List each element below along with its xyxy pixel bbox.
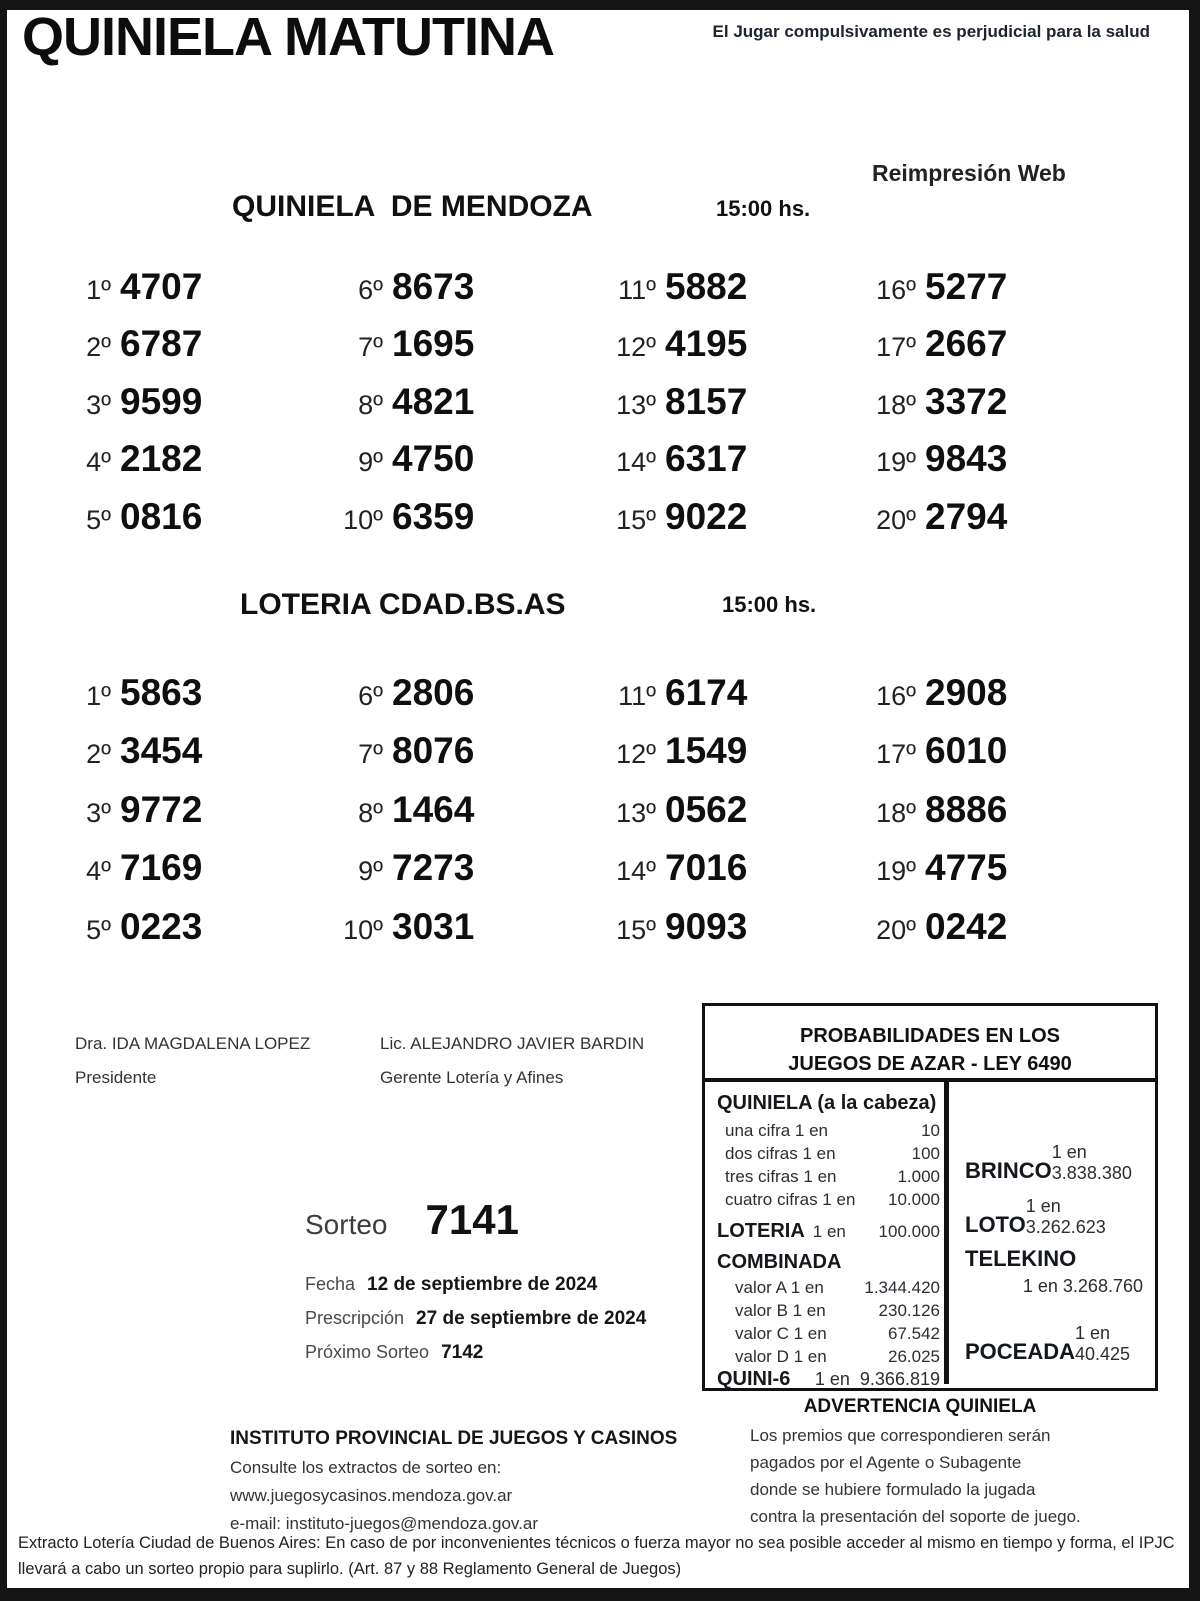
sorteo-label: Sorteo <box>305 1209 388 1240</box>
advertencia-text <box>750 1422 1081 1530</box>
result-position: 2º <box>86 739 111 770</box>
proximo-sorteo-value: 7142 <box>441 1342 484 1363</box>
instituto-website: www.juegosycasinos.mendoza.gov.ar <box>230 1486 513 1505</box>
result-number: 6174 <box>665 672 748 713</box>
result-position: 13º <box>616 797 656 828</box>
prob-row <box>717 1142 940 1165</box>
result-cell <box>860 381 1110 438</box>
combinada-header: COMBINADA <box>717 1251 842 1273</box>
result-cell <box>327 847 600 905</box>
result-cell <box>600 381 860 438</box>
prob-value: 10.000 <box>888 1190 940 1209</box>
result-number: 3372 <box>925 380 1008 422</box>
result-cell <box>600 266 860 323</box>
result-position: 12º <box>616 332 656 363</box>
result-position: 3º <box>86 797 111 828</box>
result-cell <box>55 789 327 847</box>
bsas-time: 15:00 hs. <box>722 592 817 617</box>
mendoza-time: 15:00 hs. <box>716 196 811 221</box>
result-number: 1464 <box>392 788 475 830</box>
result-cell <box>600 323 860 380</box>
result-number: 4821 <box>392 380 475 422</box>
result-position: 6º <box>358 681 383 711</box>
result-cell <box>55 496 327 553</box>
prescripcion-label: Prescripción <box>305 1308 405 1328</box>
result-position: 6º <box>358 275 383 305</box>
result-position: 16º <box>876 681 916 711</box>
loteria-row <box>717 1220 940 1243</box>
prob-row <box>727 1345 940 1368</box>
prob-label: dos cifras 1 en <box>725 1144 836 1163</box>
poceada-row <box>965 1323 1143 1365</box>
prob-label: cuatro cifras 1 en <box>725 1190 856 1209</box>
result-cell <box>860 323 1110 380</box>
result-cell <box>55 847 327 905</box>
advertencia-line: donde se hubiere formulado la jugada <box>750 1480 1036 1499</box>
result-cell <box>327 730 600 788</box>
mendoza-title: QUINIELA DE MENDOZA <box>232 190 593 223</box>
prob-value: 1.000 <box>897 1167 940 1186</box>
result-number: 2908 <box>925 672 1008 713</box>
result-position: 5º <box>86 504 111 535</box>
prescripcion-value: 27 de septiembre de 2024 <box>416 1308 647 1329</box>
result-position: 20º <box>876 504 916 535</box>
page-title: QUINIELA MATUTINA <box>22 7 554 67</box>
probabilities-title-line2: JUEGOS DE AZAR - LEY 6490 <box>788 1053 1072 1075</box>
result-number: 6359 <box>392 495 475 537</box>
quini6-row <box>717 1368 940 1391</box>
result-position: 10º <box>343 504 383 535</box>
result-position: 17º <box>876 739 916 770</box>
result-number: 1695 <box>392 323 475 365</box>
result-cell <box>860 906 1110 964</box>
result-position: 17º <box>876 332 916 363</box>
result-number: 3031 <box>392 905 475 947</box>
prob-value: 10 <box>921 1121 940 1140</box>
result-position: 19º <box>876 447 916 478</box>
loteria-mid: 1 en <box>812 1222 846 1241</box>
result-number: 0242 <box>925 905 1008 947</box>
quini6-value: 1 en 9.366.819 <box>814 1369 940 1389</box>
result-position: 4º <box>86 447 111 478</box>
result-number: 9843 <box>925 438 1008 480</box>
result-cell <box>55 266 327 323</box>
probabilities-body <box>705 1082 1155 1390</box>
result-number: 4775 <box>925 847 1008 889</box>
result-number: 9772 <box>120 788 203 830</box>
health-warning: El Jugar compulsivamente es perjudicial para la salud <box>712 22 1150 41</box>
result-cell <box>327 381 600 438</box>
sorteo-row <box>305 1196 519 1244</box>
result-number: 8157 <box>665 380 748 422</box>
signature-president-role: Presidente <box>75 1068 157 1087</box>
probabilities-box <box>702 1003 1158 1391</box>
prob-value: 26.025 <box>888 1347 940 1366</box>
loto-label: LOTO <box>965 1212 1026 1237</box>
result-number: 5882 <box>665 266 748 307</box>
result-cell <box>327 789 600 847</box>
result-number: 7169 <box>120 847 203 889</box>
result-position: 2º <box>86 332 111 363</box>
result-number: 4707 <box>120 266 203 307</box>
result-position: 16º <box>876 275 916 305</box>
result-number: 0562 <box>665 788 748 830</box>
result-number: 2667 <box>925 323 1008 365</box>
result-number: 7273 <box>392 847 475 889</box>
result-number: 1549 <box>665 730 748 772</box>
result-number: 6787 <box>120 323 203 365</box>
prob-label: tres cifras 1 en <box>725 1167 837 1186</box>
result-position: 11º <box>618 275 656 305</box>
reprint-label: Reimpresión Web <box>872 160 1066 186</box>
result-position: 15º <box>616 914 656 945</box>
result-number: 9022 <box>665 495 748 537</box>
result-position: 8º <box>358 797 383 828</box>
result-cell <box>55 906 327 964</box>
prob-label: valor A 1 en <box>735 1278 824 1297</box>
result-number: 8076 <box>392 730 475 772</box>
prob-value: 230.126 <box>878 1301 940 1320</box>
result-cell <box>327 672 600 730</box>
fecha-label: Fecha <box>305 1274 356 1294</box>
result-number: 4750 <box>392 438 475 480</box>
fecha-value: 12 de septiembre de 2024 <box>367 1274 598 1295</box>
result-number: 9599 <box>120 380 203 422</box>
result-cell <box>600 730 860 788</box>
result-number: 2806 <box>392 672 475 713</box>
result-position: 1º <box>86 681 111 711</box>
loto-row <box>965 1196 1143 1238</box>
prob-row <box>717 1188 940 1211</box>
instituto-email: e-mail: instituto-juegos@mendoza.gov.ar <box>230 1514 538 1533</box>
quiniela-header: QUINIELA (a la cabeza) <box>717 1092 937 1114</box>
signature-president-name: Dra. IDA MAGDALENA LOPEZ <box>75 1034 311 1053</box>
result-number: 0816 <box>120 495 203 537</box>
advertencia-line: pagados por el Agente o Subagente <box>750 1453 1022 1472</box>
probabilities-right-column <box>949 1082 1155 1384</box>
result-position: 19º <box>876 856 916 887</box>
prob-label: valor B 1 en <box>735 1301 826 1320</box>
result-position: 14º <box>616 856 656 887</box>
result-number: 4195 <box>665 323 748 365</box>
result-cell <box>600 496 860 553</box>
prob-value: 67.542 <box>888 1324 940 1343</box>
loteria-label: LOTERIA <box>717 1220 805 1242</box>
prob-row <box>717 1165 940 1188</box>
result-position: 18º <box>876 797 916 828</box>
telekino-odds: 1 en 3.268.760 <box>1022 1276 1143 1296</box>
prob-row <box>717 1119 940 1142</box>
result-cell <box>860 438 1110 495</box>
result-cell <box>860 496 1110 553</box>
result-number: 6317 <box>665 438 748 480</box>
result-position: 5º <box>86 914 111 945</box>
result-number: 5863 <box>120 672 203 713</box>
instituto-consulte-line: Consulte los extractos de sorteo en: <box>230 1458 502 1477</box>
telekino-row <box>965 1246 1143 1297</box>
prob-row <box>727 1276 940 1299</box>
result-cell <box>860 266 1110 323</box>
brinco-odds: 1 en 3.838.380 <box>1051 1142 1132 1183</box>
result-position: 3º <box>86 389 111 420</box>
loto-odds: 1 en 3.262.623 <box>1025 1196 1106 1237</box>
fecha-line <box>305 1274 597 1296</box>
result-cell <box>55 730 327 788</box>
instituto-block <box>230 1428 677 1534</box>
result-position: 9º <box>358 447 383 478</box>
result-position: 12º <box>616 739 656 770</box>
result-number: 8886 <box>925 788 1008 830</box>
result-cell <box>327 438 600 495</box>
result-cell <box>600 906 860 964</box>
result-number: 3454 <box>120 730 203 772</box>
poceada-odds: 1 en 40.425 <box>1075 1323 1131 1364</box>
result-cell <box>55 672 327 730</box>
result-position: 18º <box>876 389 916 420</box>
result-number: 8673 <box>392 266 475 307</box>
result-cell <box>600 438 860 495</box>
result-cell <box>55 323 327 380</box>
result-number: 2794 <box>925 495 1008 537</box>
prob-row <box>727 1299 940 1322</box>
result-position: 7º <box>358 739 383 770</box>
result-cell <box>600 847 860 905</box>
prescripcion-line <box>305 1308 646 1330</box>
result-cell <box>860 730 1110 788</box>
bsas-results-grid <box>55 672 1115 964</box>
prob-row <box>727 1322 940 1345</box>
result-cell <box>55 438 327 495</box>
result-cell <box>327 323 600 380</box>
result-cell <box>55 381 327 438</box>
result-position: 14º <box>616 447 656 478</box>
sorteo-number: 7141 <box>425 1196 519 1243</box>
instituto-name: INSTITUTO PROVINCIAL DE JUEGOS Y CASINOS <box>230 1428 678 1449</box>
prob-label: valor C 1 en <box>735 1324 827 1343</box>
result-cell <box>600 672 860 730</box>
quini6-label: QUINI-6 <box>717 1368 791 1390</box>
prob-value: 1.344.420 <box>864 1278 940 1297</box>
brinco-label: BRINCO <box>965 1158 1052 1183</box>
result-number: 5277 <box>925 266 1008 307</box>
proximo-sorteo-line <box>305 1342 483 1364</box>
probabilities-title <box>705 1006 1155 1082</box>
poceada-label: POCEADA <box>965 1339 1076 1364</box>
result-number: 2182 <box>120 438 203 480</box>
signature-manager-role: Gerente Lotería y Afines <box>380 1068 564 1087</box>
result-position: 10º <box>343 914 383 945</box>
combinada-rows <box>717 1276 940 1368</box>
result-position: 8º <box>358 389 383 420</box>
result-cell <box>860 847 1110 905</box>
prob-label: valor D 1 en <box>735 1347 827 1366</box>
result-position: 15º <box>616 504 656 535</box>
signature-manager-name: Lic. ALEJANDRO JAVIER BARDIN <box>380 1034 645 1053</box>
result-position: 4º <box>86 856 111 887</box>
prob-value: 100 <box>911 1144 940 1163</box>
proximo-sorteo-label: Próximo Sorteo <box>305 1342 430 1362</box>
probabilities-title-line1: PROBABILIDADES EN LOS <box>799 1025 1061 1047</box>
probabilities-left-column <box>705 1082 949 1390</box>
result-cell <box>327 496 600 553</box>
result-cell <box>327 266 600 323</box>
advertencia-line: Los premios que correspondieren serán <box>750 1426 1051 1445</box>
mendoza-results-grid <box>55 266 1115 553</box>
result-number: 9093 <box>665 905 748 947</box>
result-cell <box>860 789 1110 847</box>
advertencia-line: contra la presentación del soporte de juego. <box>750 1507 1081 1526</box>
footer-disclaimer: Extracto Lotería Ciudad de Buenos Aires: En caso de por inconvenientes técnicos o fuerza mayor no sea posible acceder al mismo en tiempo y forma, el IPJC llevará a cabo un sorteo propio para suplirlo. (Art. 87 y 88 Reglamento General de Juegos) <box>18 1534 1175 1578</box>
result-number: 6010 <box>925 730 1008 772</box>
result-position: 20º <box>876 914 916 945</box>
result-cell <box>860 672 1110 730</box>
loteria-value: 100.000 <box>878 1222 940 1241</box>
brinco-row <box>965 1142 1143 1184</box>
result-position: 13º <box>616 389 656 420</box>
result-position: 9º <box>358 856 383 887</box>
result-position: 1º <box>86 275 111 305</box>
result-position: 7º <box>358 332 383 363</box>
bsas-title: LOTERIA CDAD.BS.AS <box>240 588 566 621</box>
result-position: 11º <box>618 681 656 711</box>
telekino-label: TELEKINO <box>965 1246 1077 1271</box>
advertencia-title: ADVERTENCIA QUINIELA <box>803 1396 1037 1417</box>
result-number: 7016 <box>665 847 748 889</box>
result-cell <box>327 906 600 964</box>
result-cell <box>600 789 860 847</box>
prob-label: una cifra 1 en <box>725 1121 829 1140</box>
result-number: 0223 <box>120 905 203 947</box>
